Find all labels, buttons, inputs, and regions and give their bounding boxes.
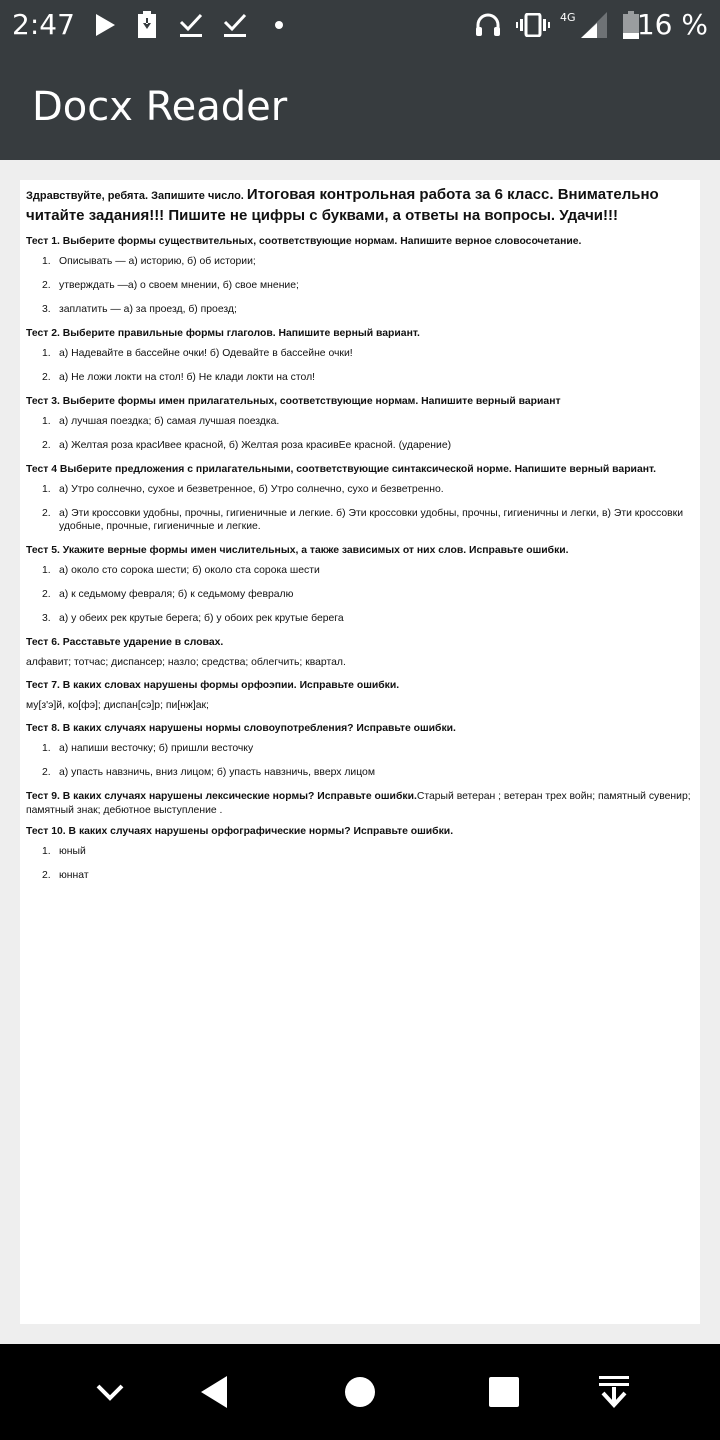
test-title: Тест 2. Выберите правильные формы глаголов. Напишите верный вариант. <box>26 328 420 339</box>
app-title: Docx Reader <box>32 84 288 130</box>
app-bar <box>0 50 720 160</box>
list-item <box>26 507 694 533</box>
signal-icon <box>578 10 610 40</box>
list-item <box>26 303 694 316</box>
test-body-text: алфавит; тотчас; диспансер; назло; средства; облегчить; квартал. <box>26 657 346 668</box>
test-title: Тест 3. Выберите формы имен прилагательных, соответствующие нормам. Напишите верный вариант <box>26 396 561 407</box>
test-title: Тест 5. Укажите верные формы имен числительных, а также зависимых от них слов. Исправьте ошибки. <box>26 545 569 556</box>
list-item-text: а) Утро солнечно, сухое и безветренное, б) Утро солнечно, сухо и безветренно. <box>59 484 444 495</box>
list-item <box>26 766 694 779</box>
list-item-number: 1. <box>42 565 51 576</box>
test-options <box>26 742 694 779</box>
test-heading <box>26 825 694 839</box>
test-title: Тест 6. Расставьте ударение в словах. <box>26 637 224 648</box>
list-item-text: заплатить — а) за проезд, б) проезд; <box>59 304 237 315</box>
test-options <box>26 483 694 533</box>
list-item-number: 1. <box>42 348 51 359</box>
list-item-text: а) у обеих рек крутые берега; б) у обоих рек крутые берега <box>59 613 344 624</box>
test-heading <box>26 544 694 558</box>
test-options <box>26 564 694 625</box>
test-title: Тест 4 Выберите предложения с прилагательными, соответствующие синтаксической норме. Напишите верный вариант. <box>26 464 657 475</box>
list-item-text: а) Желтая роза красИвее красной, б) Желтая роза красивЕе красной. (ударение) <box>59 440 452 451</box>
list-item-number: 1. <box>42 846 51 857</box>
list-item-number: 1. <box>42 743 51 754</box>
test-heading <box>26 722 694 736</box>
list-item-number: 1. <box>42 484 51 495</box>
recents-icon[interactable] <box>484 1372 524 1412</box>
list-item <box>26 483 694 496</box>
list-item-text: юный <box>59 846 86 857</box>
intro-title: Итоговая контрольная работа за 6 класс. Внимательно читайте задания!!! Пишите не цифры с буквами, а ответы на вопросы. Удачи!!! <box>26 186 659 224</box>
list-item <box>26 255 694 268</box>
play-icon <box>92 10 118 40</box>
list-item <box>26 347 694 360</box>
test-title: Тест 7. В каких словах нарушены формы орфоэпии. Исправьте ошибки. <box>26 680 400 691</box>
list-item <box>26 415 694 428</box>
list-item-text: а) лучшая поездка; б) самая лучшая поездка. <box>59 416 280 427</box>
test-title: Тест 9. В каких случаях нарушены лексические нормы? Исправьте ошибки. <box>26 791 417 802</box>
list-item-number: 2. <box>42 870 51 881</box>
list-item <box>26 371 694 384</box>
test-title: Тест 10. В каких случаях нарушены орфографические нормы? Исправьте ошибки. <box>26 826 454 837</box>
list-item-number: 1. <box>42 256 51 267</box>
list-item <box>26 869 694 882</box>
list-item-text: а) Эти кроссовки удобны, прочны, гигиеничные и легкие. б) Эти кроссовки удобны, прочны, гигиеничны и легки, в) Эти кроссовки удобные, прочные, гигиеничные и легкие. <box>59 508 684 532</box>
list-item-number: 2. <box>42 589 51 600</box>
test-options <box>26 415 694 452</box>
test-heading <box>26 327 694 341</box>
download-menu-icon[interactable] <box>594 1372 634 1412</box>
document-intro <box>26 185 694 227</box>
list-item-number: 1. <box>42 416 51 427</box>
list-item-number: 2. <box>42 508 51 519</box>
document-viewer[interactable] <box>0 160 720 1344</box>
test-body-text: му[з'э]й, ко[фэ]; диспан[сэ]р; пи[нж]ак; <box>26 700 209 711</box>
list-item-text: а) Надевайте в бассейне очки! б) Одевайте в бассейне очки! <box>59 348 353 359</box>
network-type: 4G <box>560 11 576 24</box>
list-item-text: юннат <box>59 870 89 881</box>
test-heading <box>26 679 694 693</box>
test-title: Тест 1. Выберите формы существительных, соответствующие нормам. Напишите верное словосочетание. <box>26 236 582 247</box>
check-icon <box>178 10 204 40</box>
list-item <box>26 279 694 292</box>
test-heading <box>26 235 694 249</box>
list-item-text: а) упасть навзничь, вниз лицом; б) упасть навзничь, вверх лицом <box>59 767 375 778</box>
test-inline-text: Старый ветеран ; ветеран трех войн; памятный сувенир; памятный знак; дебютное выступление . <box>26 791 691 816</box>
test-options <box>26 347 694 384</box>
list-item <box>26 612 694 625</box>
test-list <box>26 235 694 882</box>
test-heading <box>26 463 694 477</box>
list-item-text: а) к седьмому февраля; б) к седьмому февралю <box>59 589 294 600</box>
test-title: Тест 8. В каких случаях нарушены нормы словоупотребления? Исправьте ошибки. <box>26 723 456 734</box>
list-item-number: 2. <box>42 280 51 291</box>
headphones-icon <box>474 10 502 40</box>
list-item-number: 2. <box>42 372 51 383</box>
download-icon <box>136 10 158 40</box>
list-item <box>26 564 694 577</box>
list-item <box>26 439 694 452</box>
list-item-number: 2. <box>42 440 51 451</box>
test-heading <box>26 636 694 650</box>
battery-percent: 16 % <box>636 8 708 41</box>
list-item <box>26 588 694 601</box>
list-item-text: а) напиши весточку; б) пришли весточку <box>59 743 254 754</box>
home-icon[interactable] <box>340 1372 380 1412</box>
list-item-text: а) Не ложи локти на стол! б) Не клади локти на стол! <box>59 372 316 383</box>
test-heading <box>26 790 694 818</box>
list-item-number: 3. <box>42 304 51 315</box>
intro-small: Здравствуйте, ребята. Запишите число. <box>26 190 244 202</box>
list-item-text: а) около сто сорока шести; б) около ста сорока шести <box>59 565 320 576</box>
list-item-text: Описывать — а) историю, б) об истории; <box>59 256 256 267</box>
back-icon[interactable] <box>194 1372 234 1412</box>
vibrate-icon <box>516 10 550 40</box>
list-item-number: 2. <box>42 767 51 778</box>
document-page <box>20 180 700 1324</box>
list-item-number: 3. <box>42 613 51 624</box>
navigation-bar <box>0 1344 720 1440</box>
status-time: 2:47 <box>12 8 75 41</box>
check-icon <box>222 10 248 40</box>
list-item-text: утверждать —а) о своем мнении, б) свое мнение; <box>59 280 299 291</box>
test-options <box>26 845 694 882</box>
test-options <box>26 255 694 316</box>
list-item <box>26 742 694 755</box>
list-item <box>26 845 694 858</box>
dot-icon <box>272 10 286 40</box>
test-heading <box>26 395 694 409</box>
status-bar <box>0 0 720 50</box>
chevron-down-icon[interactable] <box>90 1372 130 1412</box>
